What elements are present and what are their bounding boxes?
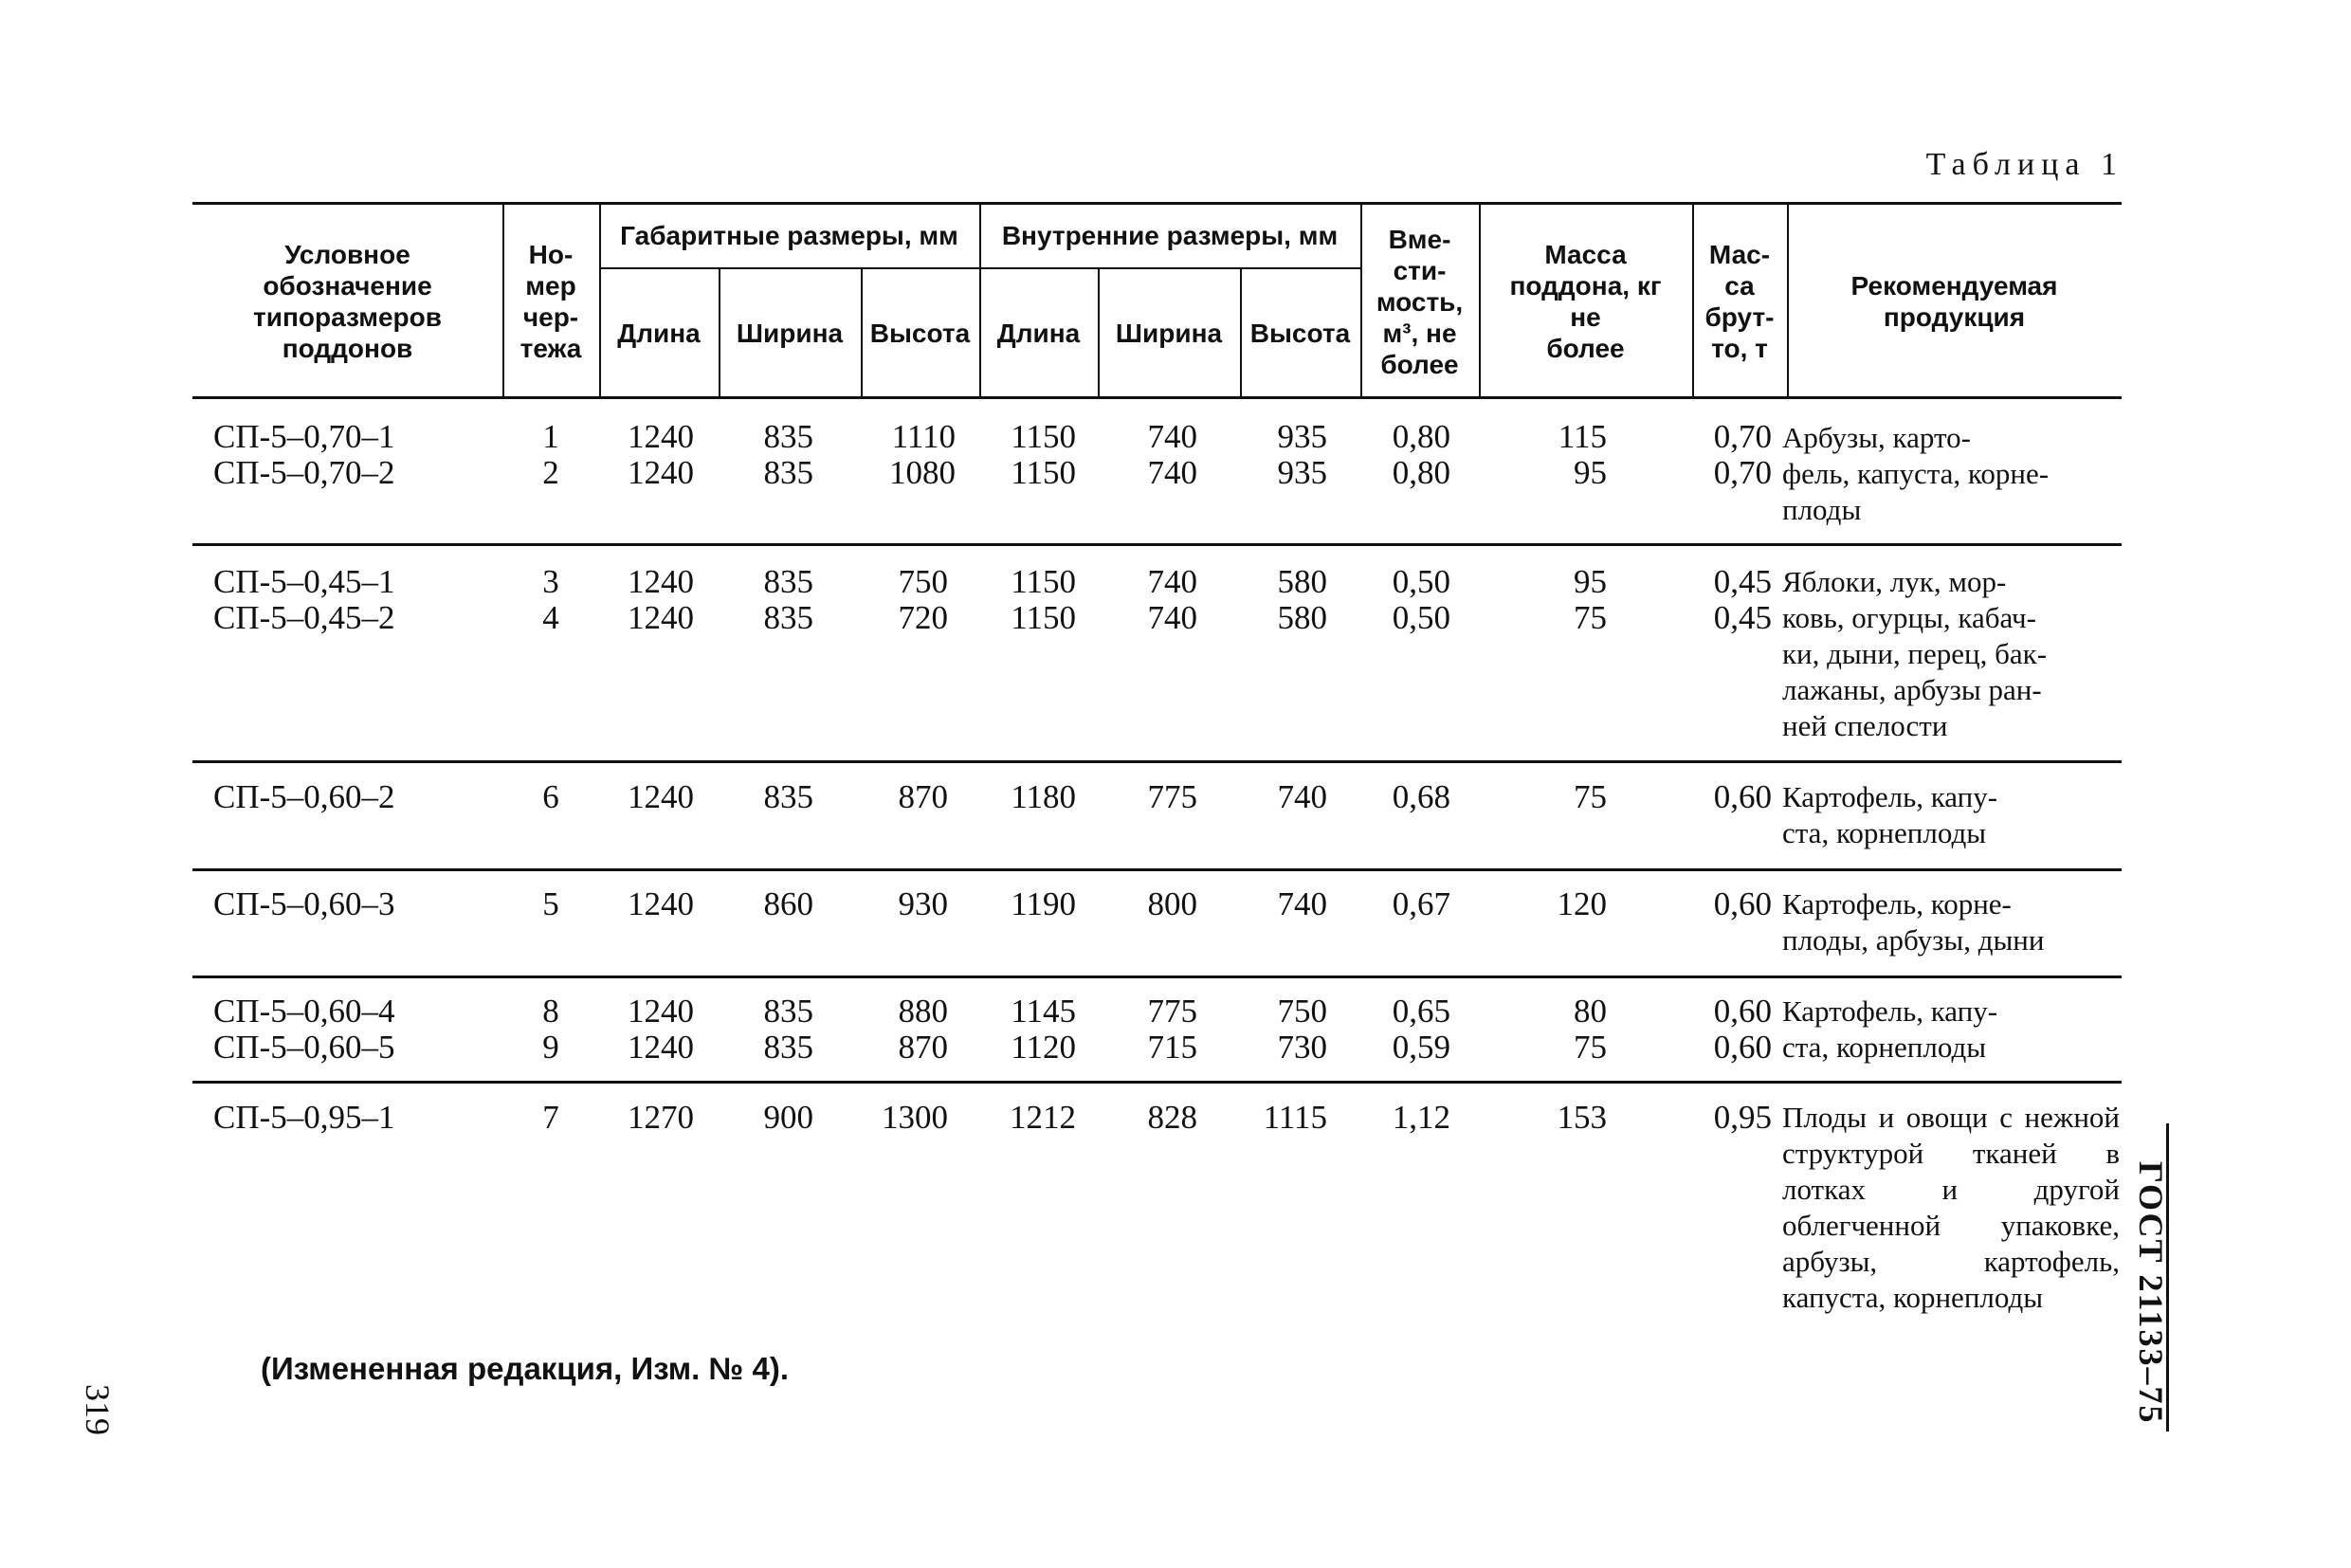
cell-inner-length: 1150 xyxy=(1011,418,1076,455)
footnote: (Измененная редакция, Изм. № 4). xyxy=(261,1351,789,1386)
cell-products: Картофель, капу- ста, корнеплоды xyxy=(1782,780,1998,849)
cell-drawing: 8 xyxy=(542,993,559,1030)
cell-inner-height: 580 xyxy=(1277,599,1327,636)
cell-overall-height: 870 xyxy=(898,1029,948,1066)
cell-mass: 115 xyxy=(1558,418,1607,455)
cell-overall-width: 835 xyxy=(763,778,813,815)
cell-overall-length: 1240 xyxy=(628,599,694,636)
cell-overall-width: 835 xyxy=(763,563,813,600)
header-inner: Внутренние размеры, мм xyxy=(1001,221,1339,250)
group-rule xyxy=(192,543,2122,546)
cell-inner-width: 775 xyxy=(1147,778,1197,815)
cell-overall-height: 880 xyxy=(898,993,948,1030)
cell-capacity: 0,50 xyxy=(1392,599,1450,636)
cell-overall-length: 1240 xyxy=(628,563,694,600)
cell-inner-width: 800 xyxy=(1147,885,1197,922)
group-rule xyxy=(192,868,2122,871)
group-rule xyxy=(192,1081,2122,1084)
cell-inner-width: 740 xyxy=(1147,599,1197,636)
cell-capacity: 0,65 xyxy=(1392,993,1450,1030)
cell-gross: 0,70 xyxy=(1713,418,1772,455)
cell-drawing: 4 xyxy=(542,599,559,636)
cell-overall-height: 750 xyxy=(898,563,948,600)
cell-overall-height: 930 xyxy=(898,885,948,922)
cell-capacity: 0,50 xyxy=(1392,563,1450,600)
cell-products: Яблоки, лук, мор- ковь, огурцы, кабач- ки, дыни, перец, бак- лажаны, арбузы ран- ней спелости xyxy=(1782,565,2048,742)
group-rule xyxy=(192,975,2122,978)
cell-inner-length: 1150 xyxy=(1011,563,1076,600)
cell-overall-height: 720 xyxy=(898,599,948,636)
cell-inner-length: 1150 xyxy=(1011,599,1076,636)
cell-inner-length: 1180 xyxy=(1011,778,1076,815)
cell-capacity: 0,59 xyxy=(1392,1029,1450,1066)
cell-inner-length: 1150 xyxy=(1011,454,1076,491)
cell-mass: 75 xyxy=(1574,1029,1607,1066)
table-caption: Таблица 1 xyxy=(1925,147,2123,182)
header-inner-width: Ширина xyxy=(1115,318,1223,348)
cell-overall-length: 1240 xyxy=(628,454,694,491)
header-gross: Мас- са брут- то, т xyxy=(1704,240,1775,363)
cell-gross: 0,70 xyxy=(1713,454,1772,491)
cell-overall-width: 835 xyxy=(763,418,813,455)
cell-overall-length: 1240 xyxy=(628,418,694,455)
cell-overall-width: 835 xyxy=(763,1029,813,1066)
cell-designation: СП-5–0,45–2 xyxy=(213,599,395,636)
cell-overall-length: 1270 xyxy=(628,1099,694,1136)
cell-inner-height: 1115 xyxy=(1263,1099,1327,1136)
cell-overall-length: 1240 xyxy=(628,885,694,922)
cell-products: Картофель, капу- ста, корнеплоды xyxy=(1782,994,1998,1064)
cell-inner-width: 775 xyxy=(1147,993,1197,1030)
cell-overall-width: 835 xyxy=(763,599,813,636)
cell-inner-width: 828 xyxy=(1147,1099,1197,1136)
cell-mass: 120 xyxy=(1557,885,1607,922)
cell-designation: СП-5–0,60–2 xyxy=(213,778,395,815)
cell-overall-width: 835 xyxy=(763,454,813,491)
cell-overall-length: 1240 xyxy=(628,1029,694,1066)
cell-overall-width: 860 xyxy=(763,885,813,922)
cell-drawing: 2 xyxy=(542,454,559,491)
cell-capacity: 0,80 xyxy=(1392,418,1450,455)
cell-overall-length: 1240 xyxy=(628,778,694,815)
cell-inner-length: 1120 xyxy=(1011,1029,1076,1066)
page-number: 319 xyxy=(79,1384,117,1435)
header-products: Рекомендуемая продукция xyxy=(1850,271,2058,332)
cell-designation: СП-5–0,95–1 xyxy=(213,1099,395,1136)
cell-capacity: 0,68 xyxy=(1392,778,1450,815)
cell-overall-width: 835 xyxy=(763,993,813,1030)
cell-overall-height: 1300 xyxy=(882,1099,948,1136)
header-inner-height: Высота xyxy=(1249,318,1351,348)
header-inner-length: Длина xyxy=(996,318,1081,348)
cell-inner-height: 740 xyxy=(1277,885,1327,922)
cell-inner-height: 935 xyxy=(1277,454,1327,491)
cell-gross: 0,60 xyxy=(1713,885,1772,922)
cell-inner-length: 1190 xyxy=(1011,885,1076,922)
cell-drawing: 6 xyxy=(542,778,559,815)
cell-capacity: 0,67 xyxy=(1392,885,1450,922)
cell-inner-width: 740 xyxy=(1147,454,1197,491)
cell-inner-height: 580 xyxy=(1277,563,1327,600)
cell-products: Арбузы, карто- фель, капуста, корне- плоды xyxy=(1782,421,2050,526)
cell-capacity: 1,12 xyxy=(1392,1099,1450,1136)
cell-gross: 0,45 xyxy=(1713,563,1772,600)
cell-inner-height: 935 xyxy=(1277,418,1327,455)
cell-gross: 0,60 xyxy=(1713,1029,1772,1066)
cell-drawing: 1 xyxy=(542,418,559,455)
cell-designation: СП-5–0,70–1 xyxy=(213,418,395,455)
cell-mass: 153 xyxy=(1557,1099,1607,1136)
cell-gross: 0,95 xyxy=(1713,1099,1772,1136)
cell-inner-width: 715 xyxy=(1147,1029,1197,1066)
cell-mass: 95 xyxy=(1574,563,1607,600)
cell-mass: 95 xyxy=(1574,454,1607,491)
cell-gross: 0,45 xyxy=(1713,599,1772,636)
header-overall-length: Длина xyxy=(617,318,701,348)
cell-drawing: 5 xyxy=(542,885,559,922)
cell-overall-height: 1110 xyxy=(891,418,956,455)
header-capacity: Вме- сти- мость, м³, не более xyxy=(1376,224,1464,379)
cell-mass: 75 xyxy=(1574,599,1607,636)
header-mass: Масса поддона, кг не более xyxy=(1509,240,1662,363)
cell-capacity: 0,80 xyxy=(1392,454,1450,491)
cell-inner-width: 740 xyxy=(1147,418,1197,455)
cell-inner-length: 1212 xyxy=(1010,1099,1076,1136)
cell-designation: СП-5–0,60–5 xyxy=(213,1029,395,1066)
header-bottom-rule xyxy=(192,396,2122,399)
cell-designation: СП-5–0,45–1 xyxy=(213,563,395,600)
group-rule xyxy=(192,760,2122,763)
header-designation: Условное обозначение типоразмеров поддонов xyxy=(253,240,442,363)
header-drawing: Но- мер чер- тежа xyxy=(519,240,582,363)
cell-drawing: 3 xyxy=(542,563,559,600)
cell-overall-width: 900 xyxy=(763,1099,813,1136)
cell-gross: 0,60 xyxy=(1713,778,1772,815)
cell-overall-height: 1080 xyxy=(889,454,956,491)
cell-inner-width: 740 xyxy=(1147,563,1197,600)
cell-designation: СП-5–0,60–3 xyxy=(213,885,395,922)
cell-gross: 0,60 xyxy=(1713,993,1772,1030)
cell-drawing: 7 xyxy=(542,1099,559,1136)
cell-inner-height: 740 xyxy=(1277,778,1327,815)
cell-drawing: 9 xyxy=(542,1029,559,1066)
cell-designation: СП-5–0,70–2 xyxy=(213,454,395,491)
cell-overall-height: 870 xyxy=(898,778,948,815)
cell-products: Плоды и овощи с нежной структурой тканей в лотках и другой облегченной упаковке, арбузы, картофель, капуста, корнеплоды xyxy=(1782,1101,2120,1314)
cell-products: Картофель, корне- плоды, арбузы, дыни xyxy=(1782,887,2045,957)
standard-side-label: ГОСТ 21133–75 xyxy=(2132,1161,2170,1425)
cell-overall-length: 1240 xyxy=(628,993,694,1030)
header-overall-width: Ширина xyxy=(736,318,844,348)
header-overall: Габаритные размеры, мм xyxy=(620,221,958,250)
header-overall-height: Высота xyxy=(869,318,971,348)
cell-mass: 80 xyxy=(1574,993,1607,1030)
cell-designation: СП-5–0,60–4 xyxy=(213,993,395,1030)
cell-inner-height: 750 xyxy=(1277,993,1327,1030)
cell-mass: 75 xyxy=(1574,778,1607,815)
cell-inner-height: 730 xyxy=(1277,1029,1327,1066)
cell-inner-length: 1145 xyxy=(1011,993,1076,1030)
